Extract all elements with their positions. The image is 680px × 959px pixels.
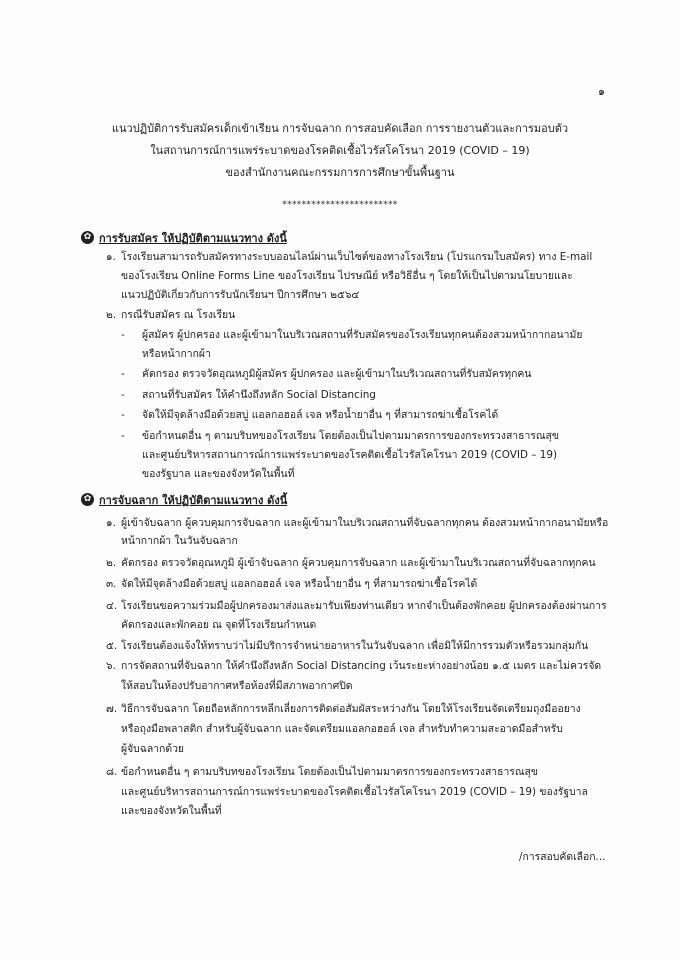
text-line: หรือถุงมือพลาสติก สำหรับผู้จับฉลาก และจัดเตรียมแอลกอฮอล์ เจล สำหรับทำความสะอาดมือสำหรับ <box>121 723 563 735</box>
title-line-3: ของสำนักงานคณะกรรมการการศึกษาขั้นพื้นฐาน <box>225 166 455 179</box>
item-number: ๒. <box>106 557 117 569</box>
item-number: ๓. <box>106 578 117 590</box>
text-line: โรงเรียนต้องแจ้งให้ทราบว่าไม่มีบริการจำหน่ายอาหารในวันจับฉลาก เพื่อมิให้มีการรวมตัวหรือรวมกลุ่มกัน <box>121 640 589 652</box>
text-line: คัดกรอง ตรวจวัดอุณหภูมิ ผู้เข้าจับฉลาก ผู้ควบคุมการจับฉลาก และผู้เข้ามาในบริเวณสถานที่จับฉลากทุกคน <box>121 557 596 569</box>
item-number: ๔. <box>106 600 118 612</box>
text-line: หน้ากากผ้า ในวันจับฉลาก <box>121 535 238 547</box>
item-label: กรณีรับสมัคร ณ โรงเรียน <box>121 309 236 321</box>
text-line: และศูนย์บริหารสถานการณ์การแพร่ระบาดของโรคติดเชื้อไวรัสโคโรนา 2019 (COVID – 19) ของรัฐบาล <box>121 786 588 798</box>
text-line: จัดให้มีจุดล้างมือด้วยสบู่ แอลกอฮอล์ เจล หรือน้ำยาอื่น ๆ ที่สามารถฆ่าเชื้อโรคได้ <box>142 409 499 421</box>
text-line: และของจังหวัดในพื้นที่ <box>121 805 222 817</box>
item-number: ๑. <box>106 517 116 529</box>
text-line: ข้อกำหนดอื่น ๆ ตามบริบทของโรงเรียน โดยต้องเป็นไปตามมาตรการของกระทรวงสาธารณสุข <box>142 430 559 442</box>
item-number: ๑. <box>106 251 116 263</box>
text-line: การจัดสถานที่จับฉลาก ให้คำนึงถึงหลัก Social Distancing เว้นระยะห่างอย่างน้อย ๑.๕ เมตร และไม่ควรจัด <box>121 660 602 672</box>
text-line: ของโรงเรียน Online Forms Line ของโรงเรียน ไปรษณีย์ หรือวิธีอื่น ๆ โดยให้เป็นไปตามนโยบายและ <box>121 270 573 282</box>
item-number: ๘. <box>106 766 118 778</box>
bullet-dash: - <box>121 430 125 442</box>
bullet-dash: - <box>121 389 125 401</box>
text-line: คัดกรองและพักคอย ณ จุดที่โรงเรียนกำหนด <box>121 619 317 631</box>
text-line: หรือหน้ากากผ้า <box>142 348 211 360</box>
text-line: วิธีการจับฉลาก โดยถือหลักการหลีกเลี่ยงการติดต่อสัมผัสระหว่างกัน โดยให้โรงเรียนจัดเตรียมถุงมืออยาง <box>121 703 581 715</box>
text-line: โรงเรียนสามารถรับสมัครทางระบบออนไลน์ผ่านเว็บไซต์ของทางโรงเรียน (โปรแกรมใบสมัคร) ทาง E-mail <box>121 251 593 263</box>
title-line-1: แนวปฏิบัติการรับสมัครเด็กเข้าเรียน การจับฉลาก การสอบคัดเลือก การรายงานตัวและการมอบตัว <box>111 122 569 135</box>
text-line: ผู้จับฉลากด้วย <box>121 743 185 755</box>
text-line: สถานที่รับสมัคร ให้คำนึงถึงหลัก Social Distancing <box>142 389 376 401</box>
page-number: ๑ <box>598 85 605 98</box>
flower-bullet-icon: ✿ <box>81 231 94 244</box>
text-line: ให้สอบในห้องปรับอากาศหรือห้องที่มีสภาพอากาศปิด <box>121 680 353 692</box>
text-line: โรงเรียนขอความร่วมมือผู้ปกครองมาส่งและมารับเพียงท่านเดียว หากจำเป็นต้องพักคอย ผู้ปกครองต้องผ่านการ <box>121 600 607 612</box>
separator: ************************ <box>282 200 398 210</box>
text-line: ข้อกำหนดอื่น ๆ ตามบริบทของโรงเรียน โดยต้องเป็นไปตามมาตรการของกระทรวงสาธารณสุข <box>121 766 538 778</box>
item-number: ๖. <box>106 660 116 672</box>
bullet-dash: - <box>121 329 125 341</box>
text-line: ผู้เข้าจับฉลาก ผู้ควบคุมการจับฉลาก และผู้เข้ามาในบริเวณสถานที่จับฉลากทุกคน ต้องสวมหน้ากากอนามัยหรือ <box>121 517 609 529</box>
item-number: ๗. <box>106 703 118 715</box>
text-line: จัดให้มีจุดล้างมือด้วยสบู่ แอลกอฮอล์ เจล หรือน้ำยาอื่น ๆ ที่สามารถฆ่าเชื้อโรคได้ <box>121 578 478 590</box>
continuation-note: /การสอบคัดเลือก... <box>519 851 606 863</box>
text-line: ของรัฐบาล และของจังหวัดในพื้นที่ <box>142 468 295 480</box>
item-number: ๒. <box>106 309 117 321</box>
title-line-2: ในสถานการณ์การแพร่ระบาดของโรคติดเชื้อไวรัสโคโรนา 2019 (COVID – 19) <box>150 144 530 157</box>
section-heading-registration: การรับสมัคร ให้ปฏิบัติตามแนวทาง ดังนี้ <box>99 232 287 245</box>
bullet-dash: - <box>121 409 125 421</box>
bullet-dash: - <box>121 368 125 380</box>
text-line: คัดกรอง ตรวจวัดอุณหภูมิผู้สมัคร ผู้ปกครอง และผู้เข้ามาในบริเวณสถานที่รับสมัครทุกคน <box>142 368 532 380</box>
item-number: ๕. <box>106 640 118 652</box>
flower-bullet-icon: ✿ <box>81 493 94 506</box>
text-line: ผู้สมัคร ผู้ปกครอง และผู้เข้ามาในบริเวณสถานที่รับสมัครของโรงเรียนทุกคนต้องสวมหน้ากากอนามัย <box>142 329 583 341</box>
text-line: และศูนย์บริหารสถานการณ์การแพร่ระบาดของโรคติดเชื้อไวรัสโคโรนา 2019 (COVID – 19) <box>142 449 558 461</box>
section-heading-lottery: การจับฉลาก ให้ปฏิบัติตามแนวทาง ดังนี้ <box>99 494 288 507</box>
text-line: แนวปฏิบัติเกี่ยวกับการรับนักเรียนฯ ปีการศึกษา ๒๕๖๔ <box>121 289 360 301</box>
